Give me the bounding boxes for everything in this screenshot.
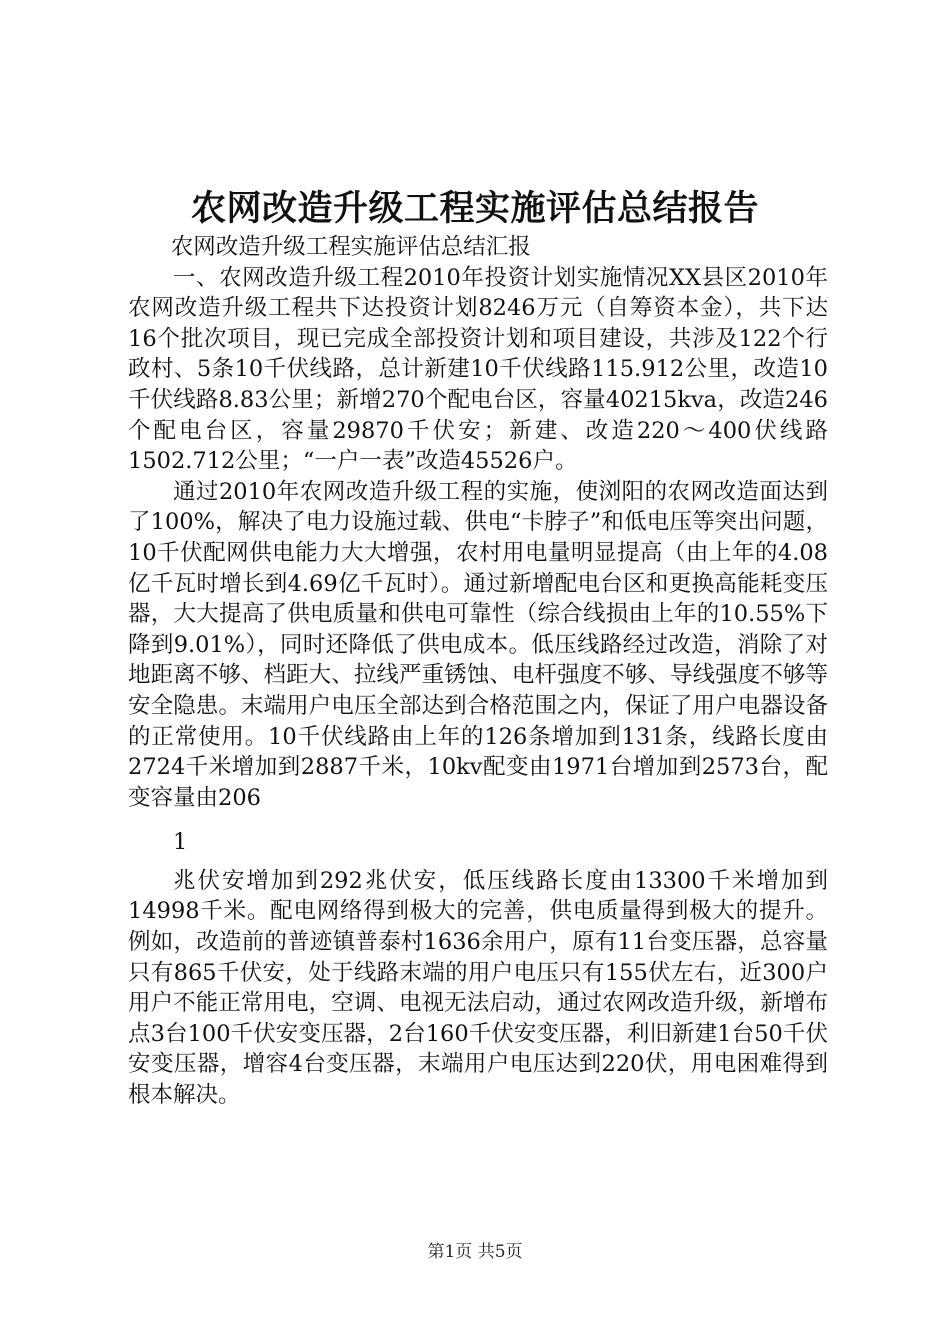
paragraph-implementation-results: 通过2010年农网改造升级工程的实施，使浏阳的农网改造面达到了100%，解决了电力设施过载、供电“卡脖子”和低电压等突出问题，10千伏配网供电能力大大增强，农村用电量明显提高（由上年的4.08亿千瓦时增长到4.69亿千瓦时）。通过新增配电台区和更换高能耗变压器，大大提高了供电质量和供电可靠性（综合线损由上年的10.55%下降到9.01%），同时还降低了供电成本。低压线路经过改造，消除了对地距离不够、档距大、拉线严重锈蚀、电杆强度不够、导线强度不够等安全隐患。末端用户电压全部达到合格范围之内，保证了用户电器设备的正常使用。10千伏线路由上年的126条增加到131条，线路长度由2724千米增加到2887千米，10kv配变由1971台增加到2573台，配变容量由206 [128,478,828,811]
document-title: 农网改造升级工程实施评估总结报告 [190,188,759,229]
page-footer: 第1页 共5页 [427,1242,523,1262]
paragraph-investment-plan: 一、农网改造升级工程2010年投资计划实施情况XX县区2010年农网改造升级工程共下达投资计划8246万元（自筹资本金），共下达16个批次项目，现已完成全部投资计划和项目建设，共涉及122个行政村、5条10千伏线路，总计新建10千伏线路115.912公里，改造10千伏线路8.83公里；新增270个配电台区，容量40215kva，改造246个配电台区，容量29870千伏安；新建、改造220～400伏线路1502.712公里；“一户一表”改造45526户。 [128,264,828,475]
document-subtitle: 农网改造升级工程实施评估总结汇报 [170,234,531,260]
paragraph-continuation: 兆伏安增加到292兆伏安，低压线路长度由13300千米增加到14998千米。配电网络得到极大的完善，供电质量得到极大的提升。例如，改造前的普迹镇普泰村1636余用户，原有11台变压器，总容量只有865千伏安，处于线路末端的用户电压只有155伏左右，近300户用户不能正常用电，空调、电视无法启动，通过农网改造升级，新增布点3台100千伏安变压器，2台160千伏安变压器，利旧新建1台50千伏安变压器，增容4台变压器，末端用户电压达到220伏，用电困难得到根本解决。 [128,867,828,1109]
document-body [128,232,828,1111]
inline-page-number: 1 [173,829,188,856]
